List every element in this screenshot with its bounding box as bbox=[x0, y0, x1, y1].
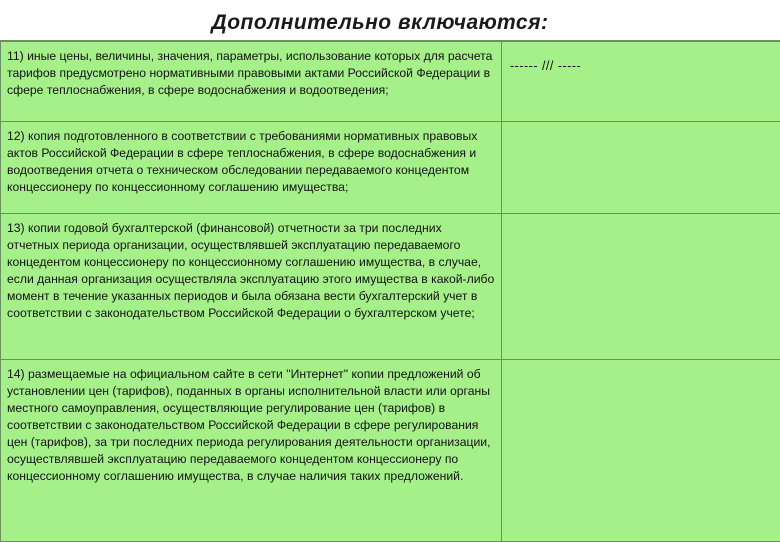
table-row bbox=[1, 359, 780, 541]
row-note-cell bbox=[502, 121, 780, 213]
row-text: 12) копия подготовленного в соответствии с требованиями нормативных правовых актов Российской Федерации в сфере теплоснабжения, в сфере водоснабжения и водоотведения отчета о техническом обследовании передаваемого концедентом концессионеру по концессионному соглашению имущества; bbox=[1, 121, 502, 213]
row-text: 13) копии годовой бухгалтерской (финансовой) отчетности за три последних отчетных периода организации, осуществлявшей эксплуатацию передаваемого концедентом концессионеру по концессионному соглашению имущества, в случае, если данная организация осуществляла эксплуатацию этого имущества в какой-либо момент в течение указанных периодов и была обязана вести бухгалтерский учет в соответствии с законодательством Российской Федерации о бухгалтерском учете; bbox=[1, 213, 502, 359]
row-note-cell bbox=[502, 41, 780, 121]
requirements-table bbox=[0, 40, 780, 542]
table-row bbox=[1, 213, 780, 359]
table-row bbox=[1, 121, 780, 213]
page-title: Дополнительно включаются: bbox=[0, 8, 760, 38]
row-note: ------ /// ----- bbox=[502, 59, 780, 73]
table-row bbox=[1, 41, 780, 121]
row-text: 11) иные цены, величины, значения, параметры, использование которых для расчета тарифов предусмотрено нормативными правовыми актами Российской Федерации в сфере теплоснабжения, в сфере водоснабжения и водоотведения; bbox=[1, 41, 502, 121]
row-text: 14) размещаемые на официальном сайте в сети "Интернет" копии предложений об установлении цен (тарифов), поданных в органы исполнительной власти или органы местного самоуправления, осуществляющие регулирование цен (тарифов) в соответствии с законодательством Российской Федерации в сфере регулирования цен (тарифов), за три последних периода регулирования деятельности организации, осуществлявшей эксплуатацию передаваемого концедентом концессионеру по концессионному соглашению имущества, в случае наличия таких предложений. bbox=[1, 359, 502, 541]
row-note-cell bbox=[502, 213, 780, 359]
row-note-cell bbox=[502, 359, 780, 541]
